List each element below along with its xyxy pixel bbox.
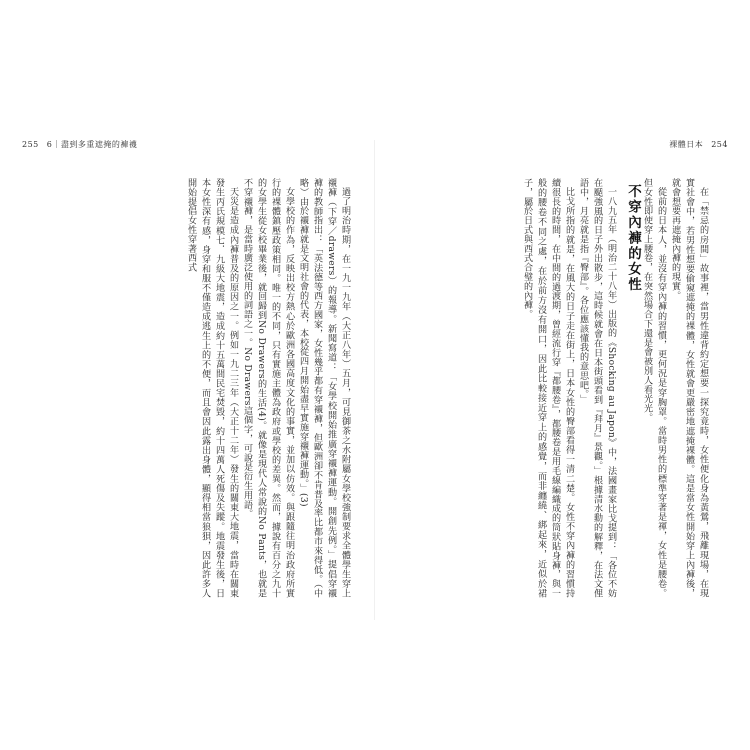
right-running-title: 裸體日本: [669, 140, 704, 149]
paragraph: 過了明治時期，在一九一九年（大正八年）五月，可見御茶之水附屬女學校強制要求全體學生穿上襯褲（下穿／drawers）的報導。新聞寫道：「女學校開始推廣穿襯褲運動。開創先例。」提倡穿襯褲的教師指出：「英法德等西方國家，女性幾乎都有穿襯褲，但歐洲卻不肯普及率比都市來得低。（中略）由於襯褲就是文明社會的代表，本校從四月開始盡早實施穿襯褲運動。」(3): [298, 178, 350, 598]
paragraph: 比戈所指的就是，在風大的日子走在街上，日本女性的臀部看得一清二楚。女性不穿內褲的習慣持續很長的時間，在中間的過渡期，曾經流行穿『都腰卷』，都腰卷是用毛線編織成的筒狀貼身褲，與一般的腰卷不同之處，在於前方沒有開口，因此比較接近穿上的感覺，而非纏繞、綁起來，近似於裙子，屬於日式與西式合璧的內褲。: [522, 178, 574, 598]
left-page-number: 255: [22, 140, 39, 149]
left-page-body: [84, 178, 352, 598]
right-page-number: 254: [711, 140, 728, 149]
left-running-title: 6｜盡到多重遮掩的褲襪: [46, 140, 138, 149]
paragraph: 一八九五年（明治二十八年）出版的《Shocking au Japon》中，法國畫家比戈提到：「各位不妨在颳強風的日子外出散步，這時候就會在日本街頭看到『拜月』景觀。」根據清水勳的解釋，在法文俚語中，月亮就是指『臀部』。各位應該懂我的意思吧。」: [578, 178, 616, 598]
paragraph: 從前的日本人，並沒有穿內褲的習慣，更何況是穿胸罩。當時男性的標準穿著是褌，女性是腰卷。但女性即使穿上腰卷，在突然場合下還是會被別人看光光。: [642, 178, 666, 598]
page-gutter: [374, 140, 375, 620]
paragraph: 天災是造成內褲普及的原因之一。例如一九二三年（大正十二年）發生的關東大地震，當時在關東發生丙氏規模七．九級大地震，造成約十五萬間民宅焚毀，約十四萬人死傷及失蹤。地震發生後，日本女性深有感，身穿和服不僅造成逃生上的不便，而且會因此露出身體，顯得相當狼狽，因此許多人開始提倡女性穿著西式: [186, 178, 238, 598]
section-heading: 不穿內褲的女性: [625, 184, 641, 293]
paragraph: 女學校的作為，反映出校方熱心於歐洲各國高度文化的事實，並加以仿效。與跟隨往明治政府所實行的裸體鎮壓政策相同。唯一的不同，只有實施主體為政府或學校的差異。然而，據說有百分之九十的女學生從女校畢業後，就回歸到No Drawers的生活(4)。就像是現代人常說的No Pants，也就是不穿襯褲，是當時廣泛使用的詞語之一。No Drawers這個字，可說是衍生用語。: [242, 178, 294, 598]
right-running-head: [669, 139, 728, 150]
paragraph: 在「禁忌的房間」故事裡，當男性違背約定想要一探究竟時，女性便化身為黃鶯，飛離現場，在現實社會中，若男性想要偷窺遮掩的裸體，女性就會更嚴密地遮掩裸體。這是當女性開始穿上內褲後，就會想要再遮掩內褲的現實。: [670, 178, 708, 598]
left-running-head: [22, 139, 137, 150]
right-page-body: [428, 178, 710, 598]
